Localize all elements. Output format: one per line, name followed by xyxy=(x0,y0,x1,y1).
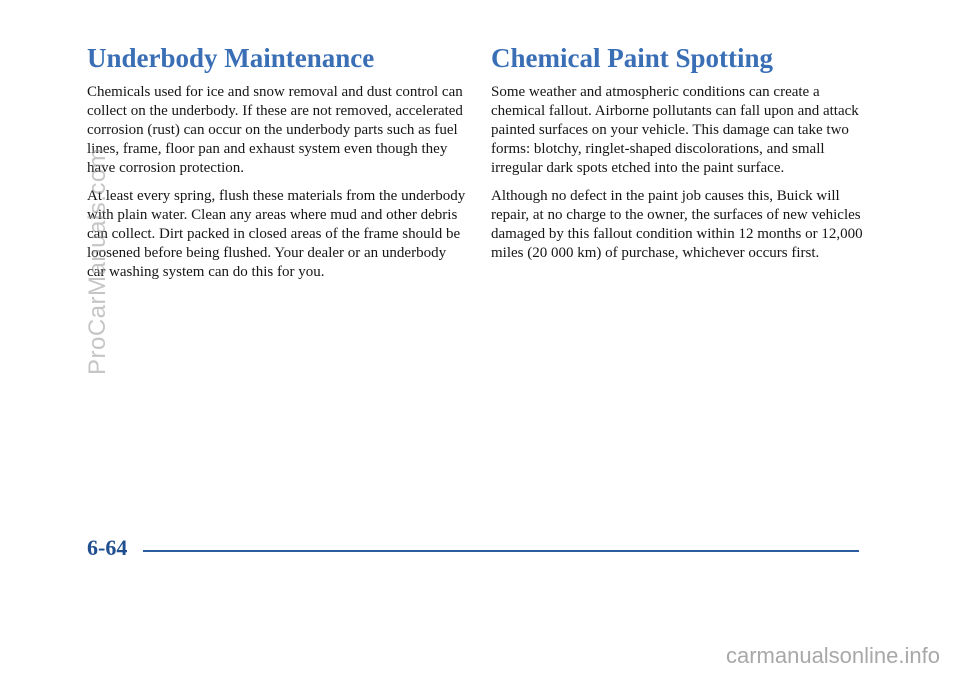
paragraph-underbody-1: Chemicals used for ice and snow removal and dust control can collect on the underbody. If these are not removed, accelerated corrosion (rust) can occur on the underbody parts such as fuel lines, frame, floor pan and exhaust system even though they have corrosion protection. xyxy=(87,84,463,176)
section-title-chemical-paint-spotting: Chemical Paint Spotting xyxy=(491,43,774,73)
footer-divider xyxy=(143,550,859,552)
paragraph-paint-spotting-1: Some weather and atmospheric conditions can create a chemical fallout. Airborne pollutants can fall upon and attack painted surfaces on your vehicle. This damage can take two forms: blotchy, ringlet-shaped discolorations, and small irregular dark spots etched into the paint surface. xyxy=(491,84,859,176)
page-footer xyxy=(87,535,859,561)
section-title-underbody-maintenance: Underbody Maintenance xyxy=(87,43,375,73)
underbody-maintenance-section xyxy=(87,42,467,291)
chemical-paint-spotting-section xyxy=(491,42,871,272)
bottom-watermark: carmanualsonline.info xyxy=(725,643,940,668)
paragraph-underbody-2: At least every spring, flush these materials from the underbody with plain water. Clean any areas where mud and other debris can collect. Dirt packed in closed areas of the frame should be loosened before being flushed. Your dealer or an underbody car washing system can do this for you. xyxy=(87,188,466,280)
side-watermark: ProCarManuals.com xyxy=(84,147,111,375)
paragraph-paint-spotting-2: Although no defect in the paint job causes this, Buick will repair, at no charge to the owner, the surfaces of new vehicles damaged by this fallout condition within 12 months or 12,000 miles (20 000 km) of purchase, whichever occurs first. xyxy=(491,188,863,261)
page-number: 6-64 xyxy=(87,535,128,560)
